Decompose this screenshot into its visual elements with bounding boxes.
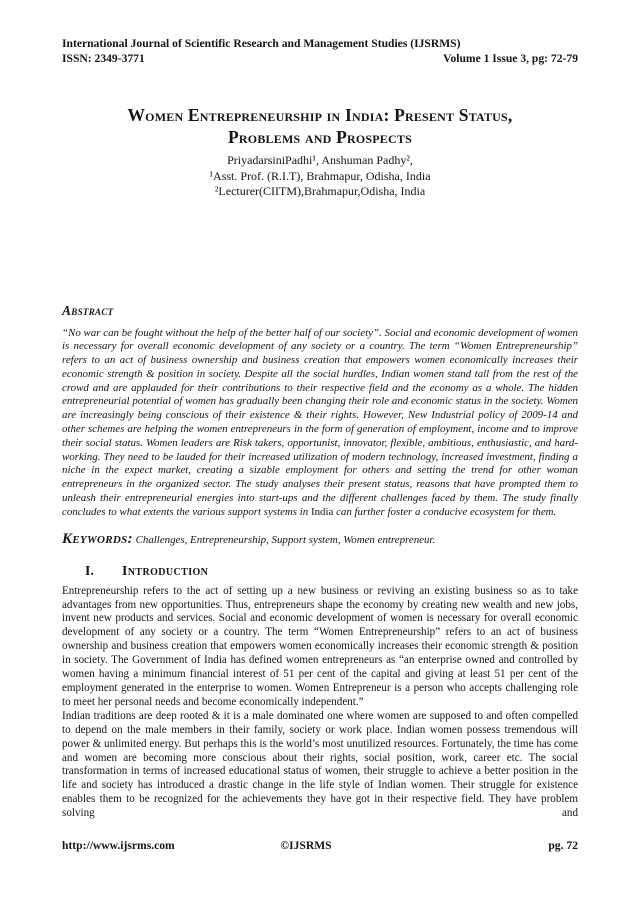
footer-page-number: pg. 72 (548, 839, 578, 852)
keywords-label: Keywords: (62, 530, 133, 547)
journal-header (62, 0, 578, 66)
issn-label: ISSN: 2349-3771 (62, 52, 145, 65)
introduction-paragraph-2: Indian traditions are deep rooted & it is a male dominated one where women are supposed to and often compelled to depend on the male members in their family, society or work place. Indian women possess tremendous will power & unlimited energy. But perhaps this is the world’s most unutilized resources. Fortunately, the time has come and women are becoming more conscious about their rights, social position, work, career etc. The social transformation in terms of increased educational status of women, their struggle to achieve a better position in the life and society has introduced a drastic change in the life style of Indian women. Their struggle for existence enables them to be recognized for the achievements they have got in their respective field. They have problem solving and (62, 709, 578, 820)
journal-meta (62, 51, 578, 66)
paper-title-line-1: Women Entrepreneurship in India: Present Status, (127, 105, 513, 125)
author-affiliation-1: ¹Asst. Prof. (R.I.T), Brahmapur, Odisha, India (209, 168, 431, 183)
introduction-heading (62, 562, 578, 580)
journal-name: International Journal of Scientific Research and Management Studies (IJSRMS) (62, 37, 461, 50)
author-names: PriyadarsiniPadhi¹, Anshuman Padhy², (227, 153, 413, 167)
paper-title-line-2: Problems and Prospects (228, 127, 412, 147)
footer-url: http://www.ijsrms.com (62, 839, 175, 852)
abstract-heading: Abstract (62, 302, 114, 318)
footer-copyright: ©IJSRMS (280, 839, 332, 852)
abstract-text-segment-1: “No war can be fought without the help of the better half of our society”. Social and economic development of women is necessary for overall economic development of any society or a country. The term “Women Entrepreneurship” refers to an act of business ownership and business creation that empowers women economically increases their economic strength & position in society. Despite all the social hurdles, Indian women stand tall from the rest of the crowd and are applauded for their contributions to their respective field and the economy as a whole. The hidden entrepreneurial potential of women has gradually been changing their role and economic status in the society. Women are increasingly being conscious of their existence & their rights. However, New Industrial policy of 2009-14 and other schemes are helping the women entrepreneurs in the form of generation of employment, income and to improve their social status. Women leaders are Risk takers, opportunist, innovator, flexible, ambitious, enthusiastic, and hard-working. They need to be lauded for their increased utilization of modern technology, increased investment, finding a niche in the expect market, creating a sizable employment for others and setting the trend for other woman entrepreneurs in the organized sector. The study analyses their present status, reasons that have prompted them to unleash their entrepreneurial energies into start-ups and the different challenges faced by them. The study finally concludes to what extents the various support systems in (62, 326, 578, 518)
keywords-text: Challenges, Entrepreneurship, Support system, Women entrepreneur. (132, 533, 436, 546)
page-footer (62, 838, 578, 853)
authors-block (62, 153, 578, 200)
introduction-paragraph-1: Entrepreneurship refers to the act of setting up a new business or reviving an existing business so as to take advantages from new opportunities. Thus, entrepreneurs shape the economy by creating new wealth and new jobs, invent new products and services. Social and economic development of women is necessary for overall economic development of any society or a country. The term “Women Entrepreneurship” refers to an act of business ownership and business creation that empowers women economically increases their economic strength & position in society. The Government of India has defined women entrepreneurs as “an enterprise owned and controlled by women having a minimum financial interest of 51 per cent of the capital and giving at least 51 per cent of the employment generated in the enterprise to women. Women Entrepreneur is a person who accepts challenging role to meet her personal needs and become economically independent.” (62, 584, 578, 708)
abstract-text (62, 327, 578, 520)
section-number: I. (85, 562, 94, 578)
section-title: Introduction (122, 562, 209, 578)
abstract-text-segment-2: can further foster a conducive ecosystem for them. (333, 505, 557, 518)
volume-info: Volume 1 Issue 3, pg: 72-79 (443, 52, 578, 65)
abstract-india-word: India (310, 505, 334, 518)
author-affiliation-2: ²Lecturer(CIITM),Brahmapur,Odisha, India (214, 184, 426, 198)
paper-title (80, 104, 560, 148)
keywords-line (62, 530, 578, 549)
